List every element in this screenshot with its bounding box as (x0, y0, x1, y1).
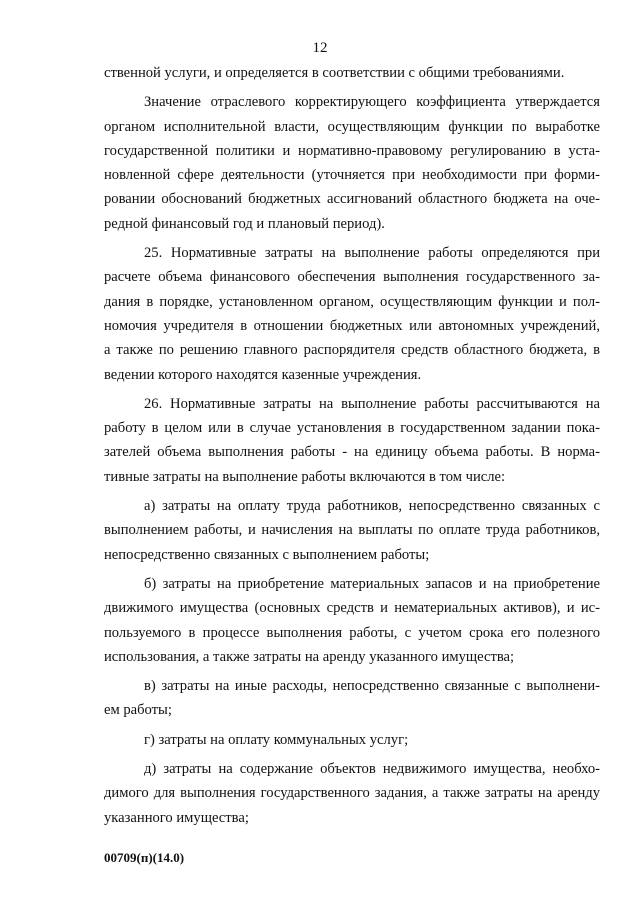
text-line: новленной сфере деятельности (уточняется при необходимости при форми- (104, 167, 600, 184)
text-line: г) затраты на оплату коммунальных услуг; (144, 731, 409, 748)
text-line: органом исполнительной власти, осуществляющим функции по выработке (104, 118, 600, 135)
document-body (104, 61, 600, 830)
text-line: работу в целом или в случае установления в государственном задании пока- (104, 420, 600, 437)
text-line: 25. Нормативные затраты на выполнение работы определяются при (144, 245, 600, 262)
list-item-v (104, 674, 600, 723)
text-line: в) затраты на иные расходы, непосредственно связанные с выполнени- (144, 678, 600, 695)
list-item-g (104, 728, 600, 752)
text-line: ровании обоснований бюджетных ассигнований областного бюджета на оче- (104, 191, 600, 208)
text-line: расчете объема финансового обеспечения выполнения государственного за- (104, 269, 600, 286)
text-line: движимого имущества (основных средств и нематериальных активов), и ис- (104, 600, 600, 617)
paragraph-item-25 (104, 241, 600, 387)
list-item-a (104, 494, 600, 567)
text-line: дания в порядке, установленном органом, осуществляющим функции и пол- (104, 293, 600, 310)
text-line: д) затраты на содержание объектов недвижимого имущества, необхо- (144, 761, 600, 778)
text-line: 26. Нормативные затраты на выполнение работы рассчитываются на (144, 395, 600, 412)
text-line: ем работы; (104, 702, 172, 719)
text-line: указанного имущества; (104, 809, 249, 826)
text-line: а) затраты на оплату труда работников, непосредственно связанных с (144, 498, 600, 515)
text-line: редной финансовый год и плановый период). (104, 215, 385, 232)
text-line: выполнением работы, и начисления на выплаты по оплате труда работников, (104, 522, 600, 539)
paragraph-item-26 (104, 392, 600, 489)
paragraph-correction-coefficient (104, 90, 600, 236)
text-line: а также по решению главного распорядителя средств областного бюджета, в (104, 342, 600, 359)
text-line: государственной политики и нормативно-правовому регулированию в уста- (104, 142, 600, 159)
list-item-d (104, 757, 600, 830)
paragraph-service-continuation (104, 61, 600, 85)
text-line: б) затраты на приобретение материальных запасов и на приобретение (144, 575, 600, 592)
list-item-b (104, 572, 600, 669)
text-line: ведении которого находятся казенные учреждения. (104, 366, 422, 383)
text-line: ственной услуги, и определяется в соответствии с общими требованиями. (104, 65, 565, 81)
text-line: непосредственно связанных с выполнением работы; (104, 546, 430, 563)
text-line: пользуемого в процессе выполнения работы, с учетом срока его полезного (104, 624, 600, 641)
text-line: димого для выполнения государственного задания, а также затраты на аренду (104, 785, 600, 802)
text-line: зателей объема выполнения работы - на единицу объема работы. В норма- (104, 444, 600, 461)
text-line: Значение отраслевого корректирующего коэффициента утверждается (144, 94, 600, 111)
text-line: использования, а также затраты на аренду указанного имущества; (104, 648, 515, 665)
document-code: 00709(п)(14.0) (104, 850, 185, 865)
text-line: тивные затраты на выполнение работы включаются в том числе: (104, 468, 506, 485)
text-line: номочия учредителя в отношении бюджетных или автономных учреждений, (104, 317, 600, 334)
page-number: 12 (312, 40, 328, 56)
